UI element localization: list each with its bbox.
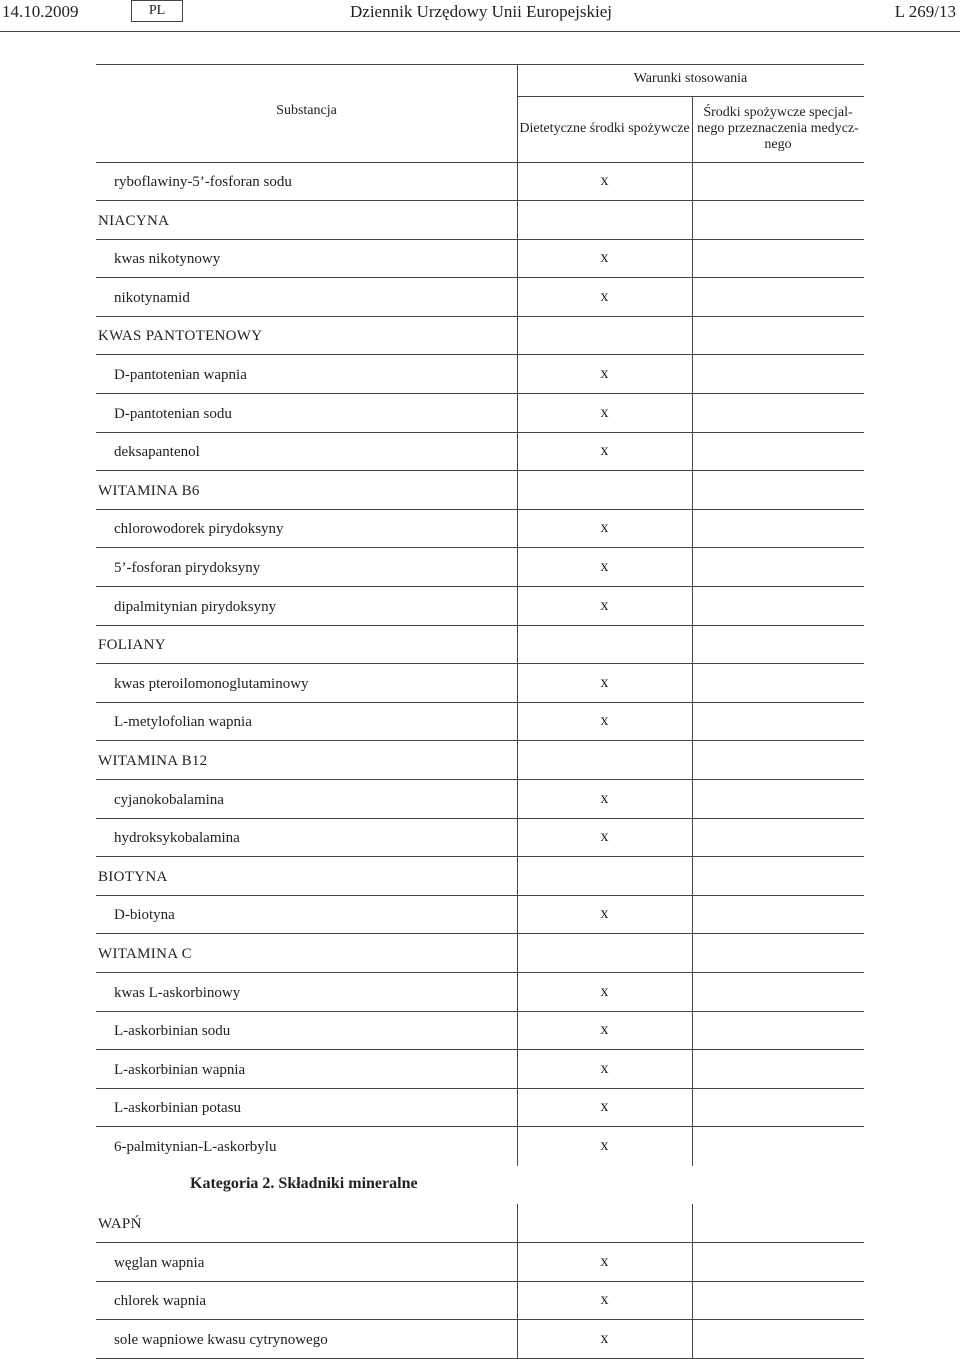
column-divider [692,1204,693,1243]
column-divider [692,239,693,278]
column-divider [692,1281,693,1320]
table-row [96,702,864,741]
column-divider [692,394,693,433]
dietetic-mark: x [600,828,609,846]
journal-title: Dziennik Urzędowy Unii Europejskiej [350,2,613,21]
column-divider [692,587,693,626]
special-header-line: nego przeznaczenia medycz- [697,121,859,136]
dietetic-mark: x [600,905,609,923]
table-row [96,316,864,355]
column-divider [692,1243,693,1282]
dietetic-mark: x [600,1137,609,1154]
table-row [96,432,864,471]
table-row [96,509,864,548]
column-divider [517,934,518,973]
dietetic-mark: x [600,982,609,1000]
column-divider [517,316,518,355]
dietetic-mark: x [600,442,609,460]
substance-name: deksapantenol [114,444,200,461]
dietetic-mark: x [600,789,609,807]
dietetic-mark: x [600,1329,609,1347]
table-row [96,625,864,664]
category-heading [96,1166,517,1204]
substance-name: D-pantotenian sodu [114,405,232,422]
table-row [96,1088,864,1127]
category-title: Kategoria 2. Składniki mineralne [190,1175,418,1192]
table-row [96,1204,864,1243]
substance-column-header: Substancja [276,103,337,118]
table-row [96,741,864,780]
dietetic-mark: x [600,558,609,575]
category-name: WITAMINA B6 [98,482,200,499]
column-divider [692,934,693,973]
table-row [96,1127,864,1165]
column-divider [517,741,518,780]
special-header-line: nego [764,137,792,152]
column-divider [692,355,693,394]
publication-date: 14.10.2009 [2,2,79,21]
column-divider [692,625,693,664]
column-divider [692,664,693,703]
column-divider [692,278,693,317]
table-row [96,1320,864,1359]
substance-name: chlorek wapnia [114,1293,207,1310]
column-divider [692,471,693,510]
table-row [96,239,864,278]
column-divider [692,548,693,587]
category-name: WITAMINA B12 [98,753,208,769]
table-row [96,1281,864,1320]
substance-name: 6-palmitynian-L-askorbylu [114,1139,277,1155]
category-name: FOLIANY [98,637,166,654]
category-name: WITAMINA C [98,946,192,962]
header-divider [517,96,864,97]
table-row [96,587,864,626]
dietetic-column-header: Dietetyczne środki spożywcze [519,121,690,136]
category-name: KWAS PANTOTENOWY [98,328,263,345]
dietetic-mark: x [600,1021,609,1039]
column-divider [692,1320,693,1359]
dietetic-mark: x [600,1059,609,1077]
substance-name: D-biotyna [114,907,175,924]
substance-name: 5’-fosforan pirydoksyny [114,560,261,576]
table-row [96,664,864,703]
column-divider [692,895,693,934]
dietetic-mark: x [600,1252,609,1270]
substance-name: chlorowodorek pirydoksyny [114,521,284,538]
column-divider [692,741,693,780]
page-header [0,0,960,30]
dietetic-mark: x [600,365,609,382]
dietetic-mark: x [600,1291,609,1309]
substance-name: D-pantotenian wapnia [114,367,247,383]
column-divider [692,702,693,741]
table-row [96,355,864,394]
table-row [96,818,864,857]
dietetic-mark: x [600,249,609,267]
dietetic-mark: x [600,403,609,421]
column-divider [692,432,693,471]
table-row [96,934,864,973]
table-row [96,394,864,433]
dietetic-mark: x [600,1098,609,1116]
column-divider [692,780,693,819]
substance-name: kwas L-askorbinowy [114,984,241,1001]
column-divider [692,201,693,240]
column-divider [692,1088,693,1127]
dietetic-mark: x [600,712,609,730]
table-row [96,471,864,510]
dietetic-mark: x [600,287,609,305]
table-header [96,64,864,163]
table-row [96,857,864,896]
dietetic-mark: x [600,172,609,189]
category-name: WAPŃ [98,1216,142,1232]
substance-name: hydroksykobalamina [114,830,240,847]
conditions-column-header: Warunki stosowania [633,71,748,86]
table-row [96,548,864,587]
category-name: NIACYNA [98,212,170,229]
column-divider [517,857,518,896]
column-divider [692,509,693,548]
substance-name: L-askorbinian potasu [114,1100,242,1117]
substance-name: L-metylofolian wapnia [114,714,252,731]
substance-name: kwas pteroilomonoglutaminowy [114,675,309,692]
column-divider [692,973,693,1012]
substance-name: L-askorbinian sodu [114,1023,231,1040]
column-divider [517,201,518,240]
substance-name: ryboflawiny-5’-fosforan sodu [114,174,292,190]
page-number: L 269/13 [894,2,956,21]
table-row [96,1050,864,1089]
table-row [96,1243,864,1282]
table-row [96,201,864,240]
column-divider [692,162,693,201]
column-divider [692,1127,693,1166]
column-divider [692,857,693,896]
special-header-line: Środki spożywcze specjal- [703,105,853,120]
special-medical-column-header [692,105,864,153]
table-row [96,1011,864,1050]
substance-name: kwas nikotynowy [114,251,221,268]
column-divider [692,316,693,355]
substance-name: nikotynamid [114,289,190,306]
language-badge: PL [131,0,183,22]
column-divider [517,625,518,664]
dietetic-mark: x [600,596,609,614]
column-divider [517,1204,518,1243]
column-divider [692,818,693,857]
column-divider [692,1050,693,1089]
substance-name: sole wapniowe kwasu cytrynowego [114,1331,328,1348]
dietetic-mark: x [600,519,609,537]
table-row [96,973,864,1012]
substance-name: węglan wapnia [114,1254,205,1271]
category-name: BIOTYNA [98,868,168,885]
header-rule [0,31,960,32]
column-divider [517,471,518,510]
substance-name: dipalmitynian pirydoksyny [114,598,277,615]
column-divider [692,1011,693,1050]
table-row [96,780,864,819]
table-row [96,278,864,317]
dietetic-mark: x [600,673,609,691]
table-row [96,162,864,201]
table-row [96,895,864,934]
substance-name: L-askorbinian wapnia [114,1061,246,1078]
substance-name: cyjanokobalamina [114,791,224,808]
